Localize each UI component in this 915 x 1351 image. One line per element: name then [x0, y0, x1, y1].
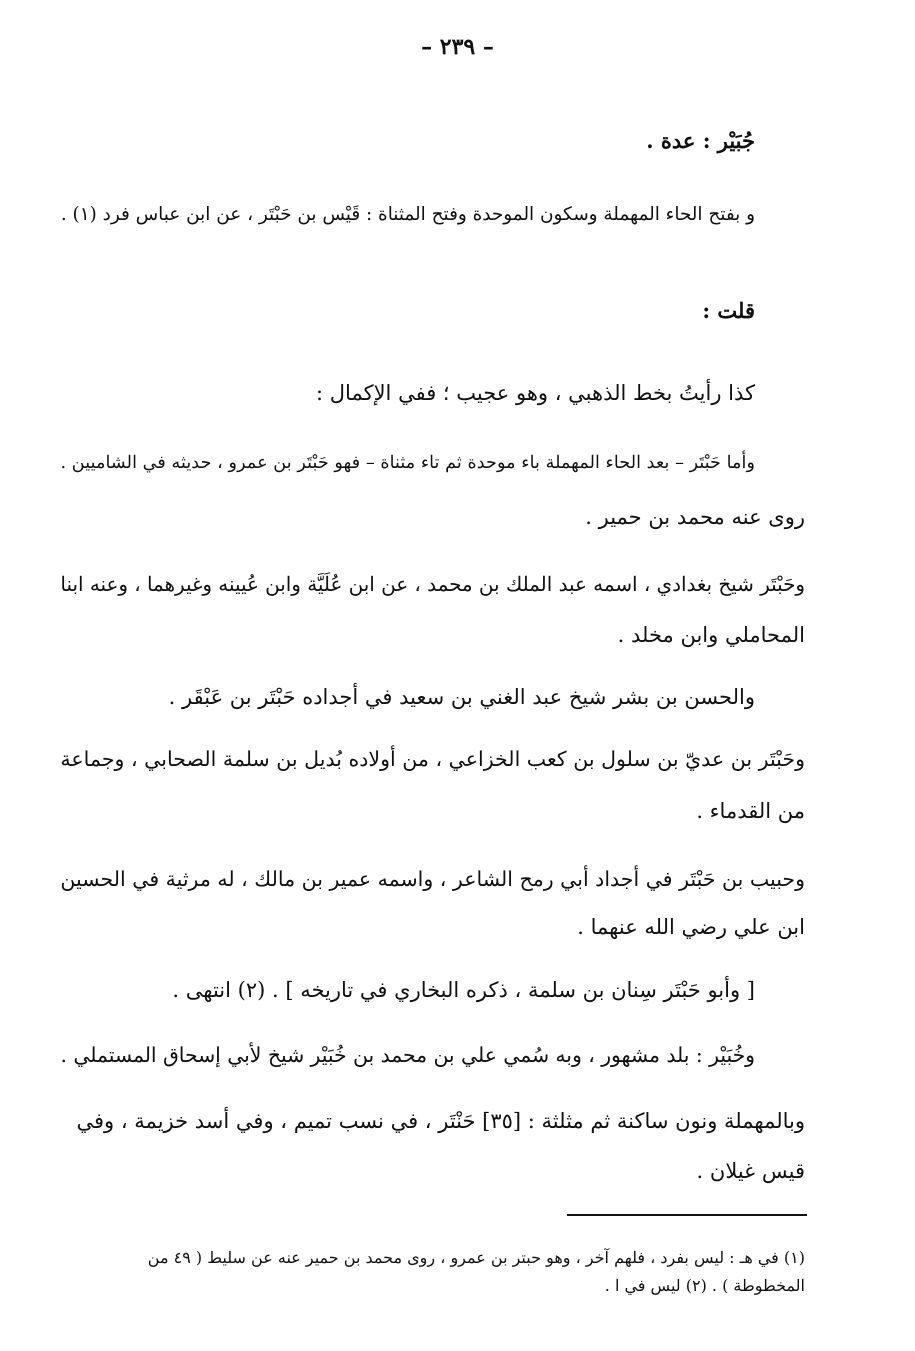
text-line: وحَبْتَر بن عديّ بن سلول بن كعب الخزاعي ، من أولاده بُديل بن سلمة الصحابي ، وجماعة	[60, 747, 805, 771]
text-line: قيس غيلان .	[696, 1159, 805, 1183]
text-line: روى عنه محمد بن حمير .	[585, 505, 805, 529]
text-line: والحسن بن بشر شيخ عبد الغني بن سعيد في أجداده حَبْتَر بن عَبْقَر .	[168, 685, 755, 709]
text-line: وحَبْتَر شيخ بغدادي ، اسمه عبد الملك بن محمد ، عن ابن عُلَيَّة وابن عُيينه وغيرهما ، وعنه ابنا	[60, 573, 805, 596]
footnote-divider	[567, 1214, 807, 1216]
text-line: وبالمهملة ونون ساكنة ثم مثلثة : [٣٥] حَنْتَر ، في نسب تميم ، وفي أسد خزيمة ، وفي	[76, 1109, 805, 1133]
page-number: – ٢٣٩ –	[421, 34, 494, 60]
text-line: وخُبَيْر : بلد مشهور ، وبه سُمي علي بن محمد بن خُبَيْر شيخ لأبي إسحاق المستملي .	[60, 1043, 755, 1067]
footnote-2: المخطوطة ) . (٢) ليس في ا .	[604, 1276, 805, 1295]
entry-heading-jubayr: جُبَيْر : عدة .	[646, 128, 755, 153]
text-line: وأما حَبْتَر – بعد الحاء المهملة باء موحدة ثم تاء مثناة – فهو حَبْتَر بن عمرو ، حديثه في الشاميين .	[60, 453, 755, 473]
text-line: من القدماء .	[696, 799, 805, 823]
text-line: ابن علي رضي الله عنهما .	[577, 915, 805, 939]
text-line: المحاملي وابن مخلد .	[617, 623, 805, 647]
text-line: و بفتح الحاء المهملة وسكون الموحدة وفتح المثناة : قَيْس بن حَبْتَر ، عن ابن عباس فرد (١) .	[60, 204, 755, 225]
section-heading-qultu: قلت :	[702, 298, 755, 323]
footnote-1: (١) في هـ : ليس بفرد ، فلهم آخر ، وهو حبتر بن عمرو ، روى محمد بن حمير عنه عن سليط ( ٤٩ من	[147, 1248, 805, 1267]
text-line: وحبيب بن حَبْتَر في أجداد أبي رمح الشاعر ، واسمه عمير بن مالك ، له مرثية في الحسين	[60, 867, 805, 891]
text-line: كذا رأيتُ بخط الذهبي ، وهو عجيب ؛ ففي الإكمال :	[316, 381, 755, 405]
text-line-bracketed: [ وأبو حَبْتَر سِنان بن سلمة ، ذكره البخاري في تاريخه ] . (٢) انتهى .	[172, 978, 755, 1002]
